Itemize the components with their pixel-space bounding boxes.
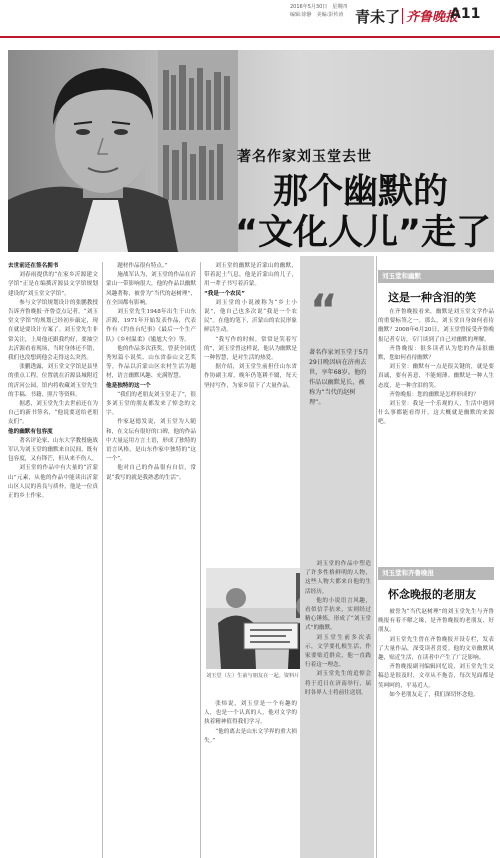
paragraph: 作家赵德发说，刘玉堂为人随和，在文坛有很好的口碑，他的作品中大量运用方言土语，形成了独特的语言风格，是山东作家中独特的“这一个”。	[106, 419, 196, 463]
pull-quote: 著名作家刘玉堂于5月29日晚因病在济南去世，享年68岁。他的作品以幽默见长，被称为“当代的赵树理”。	[309, 349, 369, 406]
subheading: 他是独特的这一个	[106, 382, 151, 389]
paragraph: “我们的老朋友刘玉堂走了”，很多刘玉堂的朋友都发来了悼念的文字。	[106, 391, 196, 417]
issue-date: 2016年5月30日 星期四	[290, 4, 348, 10]
header-rule	[0, 36, 500, 38]
paragraph: 张炜说，刘玉堂是一个有趣的人，也是一个认真的人，他对文学的执着精神值得我们学习。	[204, 701, 297, 726]
subheading: 去世前还在签名拥书	[8, 263, 59, 269]
paragraph: 题材作品很有特点。”	[117, 263, 168, 269]
paragraph: 齐鲁晚报：您的幽默是怎样形成的？	[389, 391, 479, 398]
subheading: 他的幽默有包容度	[8, 428, 53, 435]
column-divider	[376, 256, 377, 858]
page-number: A11	[450, 6, 481, 22]
paragraph: 刘玉堂的作品中有大量的“沂蒙山”元素，从他的作品中能读出沂蒙山区人民的善良与质朴，他是一位真正的乡土作家。	[8, 465, 98, 500]
paragraph: 他的作品多次获奖，曾获全国优秀短篇小说奖、山东省泰山文艺奖等，作品以沂蒙山区农村生活为题材，语言幽默风趣、充满智慧。	[106, 345, 196, 380]
paragraph: 刘玉堂生前多次表示，文学要扎根生活，作家要贴近群众，他一直践行着这一理念。	[305, 634, 371, 669]
page-header	[0, 0, 500, 36]
headline-line-1: 那个幽默的	[273, 172, 449, 212]
paragraph: “他的离去是山东文学界的重大损失。”	[204, 728, 297, 744]
header-divider	[402, 8, 403, 24]
article-column-4	[305, 560, 371, 858]
paragraph: 参与文学馆规划设计的张鹏教授告诉齐鲁晚报·齐鲁壹点记者，“刘玉堂文学馆”的规划已经初步敲定，现在就是要设计方案了。刘玉堂先生非常关注，上周他还跟我约好，要抽空去沂源看看现场，当时身体还不错，我们也没想到他会走得这么突然。	[8, 299, 98, 362]
headline-line-2: “文化人儿”走了	[235, 213, 492, 252]
sidebar	[378, 256, 494, 858]
sidebar-heading-1: 这是一种含泪的笑	[388, 291, 476, 304]
paragraph: 施战军认为，刘玉堂的作品在沂蒙山一带影响很大，他的作品以幽默风趣著称，被誉为“当代的赵树理”，在全国都有影响。	[106, 272, 196, 306]
paragraph: 刘玉堂先生1948年出生于山东沂源，1971年开始发表作品，代表作有《钓鱼台纪事》《最后一个生产队》《乡村温柔》《尴尬大全》等。	[106, 309, 196, 343]
sidebar-heading-2: 怀念晚报的老朋友	[388, 588, 476, 601]
paragraph: 被誉为“当代赵树理”的刘玉堂先生与齐鲁晚报有着不解之缘，是齐鲁晚报的老朋友、好朋友。	[378, 609, 494, 634]
headline-kicker: 著名作家刘玉堂去世	[237, 149, 372, 165]
sidebar-body-1	[378, 308, 494, 558]
paragraph: 刘玉堂的幽默是沂蒙山的幽默，带着泥土气息，他是沂蒙山的儿子，用一辈子书写着沂蒙。	[204, 263, 297, 288]
photo-caption: 刘玉堂（左）生前与朋友在一起。资料片	[206, 673, 300, 679]
paragraph: “我写作的时候，常常是笑着写的”，刘玉堂曾这样说，他认为幽默是一种智慧，是对生活的热爱。	[204, 336, 297, 362]
sidebar-tag-1: 刘玉堂和幽默	[378, 270, 494, 283]
paragraph: 刘玉堂：我是一个乐观的人，生活中遇到什么事都能看得开，这大概就是幽默的来源吧。	[378, 401, 494, 426]
paragraph: 如今老朋友走了，我们深切怀念他。	[389, 691, 479, 698]
paragraph: 刘玉堂的小说被称为“乡土小说”，他自己也多次说“我是一个农民”。在他的笔下，沂蒙山的农民形象鲜活生动。	[204, 299, 297, 334]
paragraph: 他对自己的作品很有自信，常说“我写的就是我熟悉的生活”。	[106, 465, 196, 481]
article-column-3-lower	[204, 700, 297, 858]
paragraph: 著名评论家、山东大学教授施战军认为刘玉堂的幽默来自民间，既有包容度，又有锋芒，但从来不伤人。	[8, 437, 98, 463]
paragraph: 他的小说语言风趣，看似信手拈来，实则经过精心锤炼，形成了“刘玉堂式”的幽默。	[305, 597, 371, 632]
paragraph: 张鹏透露，刘玉堂文学馆是县里的重点工程，位置就在沂源县城附近的沂河公园，馆内将收藏刘玉堂先生的手稿、书籍、照片等资料。	[8, 364, 98, 398]
newspaper-logo: 齐鲁晚报	[406, 10, 459, 25]
paragraph: 刘玉堂先生的追悼会将于近日在济南举行，届时各界人士将前往送别。	[305, 671, 371, 696]
quote-mark-icon: “	[310, 285, 338, 334]
paragraph: 刘玉堂的作品中塑造了许多性格鲜明的人物，这些人物大都来自他的生活经历。	[305, 561, 371, 595]
article-column-2	[106, 262, 196, 858]
column-divider	[102, 262, 103, 858]
paragraph: 齐鲁晚报副刊编辑回忆说，刘玉堂先生交稿总是很及时，文章从不拖沓，每次见面都是笑呵呵的，平易近人。	[378, 664, 494, 689]
sidebar-body-2	[378, 608, 494, 856]
subheading: “我是一个农民”	[204, 290, 245, 297]
paragraph: 据介绍，刘玉堂生前担任山东省作协副主席，晚年仍笔耕不辍，每天坚持写作，为家乡留下了大量作品。	[204, 364, 297, 389]
editor-credits: 编辑:徐静 美编:彭传涛	[290, 12, 344, 18]
paragraph: 刘春雨提供的“在家乡沂源建文学馆”正是在编撰沂源县文学馆规划建设的“刘玉堂文学馆”。	[8, 272, 98, 297]
article-column-1	[8, 262, 98, 858]
paragraph: 在齐鲁晚报看来，幽默是刘玉堂文学作品的重要标签之一。那么，刘玉堂自身如何看待幽默？2008年6月20日，刘玉堂曾接受齐鲁晚报记者专访，专门谈到了自己对幽默的理解。	[378, 309, 494, 343]
paragraph: 刘玉堂：幽默有一点是很关键的，就是要真诚，要有善意，不能刻薄。幽默是一种人生态度，是一种含泪的笑。	[378, 364, 494, 389]
sidebar-tag-2: 刘玉堂和齐鲁晚报	[378, 567, 494, 580]
column-divider	[200, 262, 201, 858]
paragraph: 齐鲁晚报：很多读者认为您的作品很幽默，您如何看待幽默？	[378, 345, 494, 362]
section-title: 青未了	[355, 8, 401, 26]
paragraph: 刘玉堂先生曾在齐鲁晚报开设专栏，发表了大量作品，深受读者喜爱。他的文章幽默风趣，贴近生活，在读者中产生了广泛影响。	[378, 636, 494, 662]
hero-banner	[8, 50, 494, 252]
paragraph: 据悉，刘玉堂先生去世前还在为自己的新书签名，“他说要送给老朋友们”。	[8, 401, 98, 426]
